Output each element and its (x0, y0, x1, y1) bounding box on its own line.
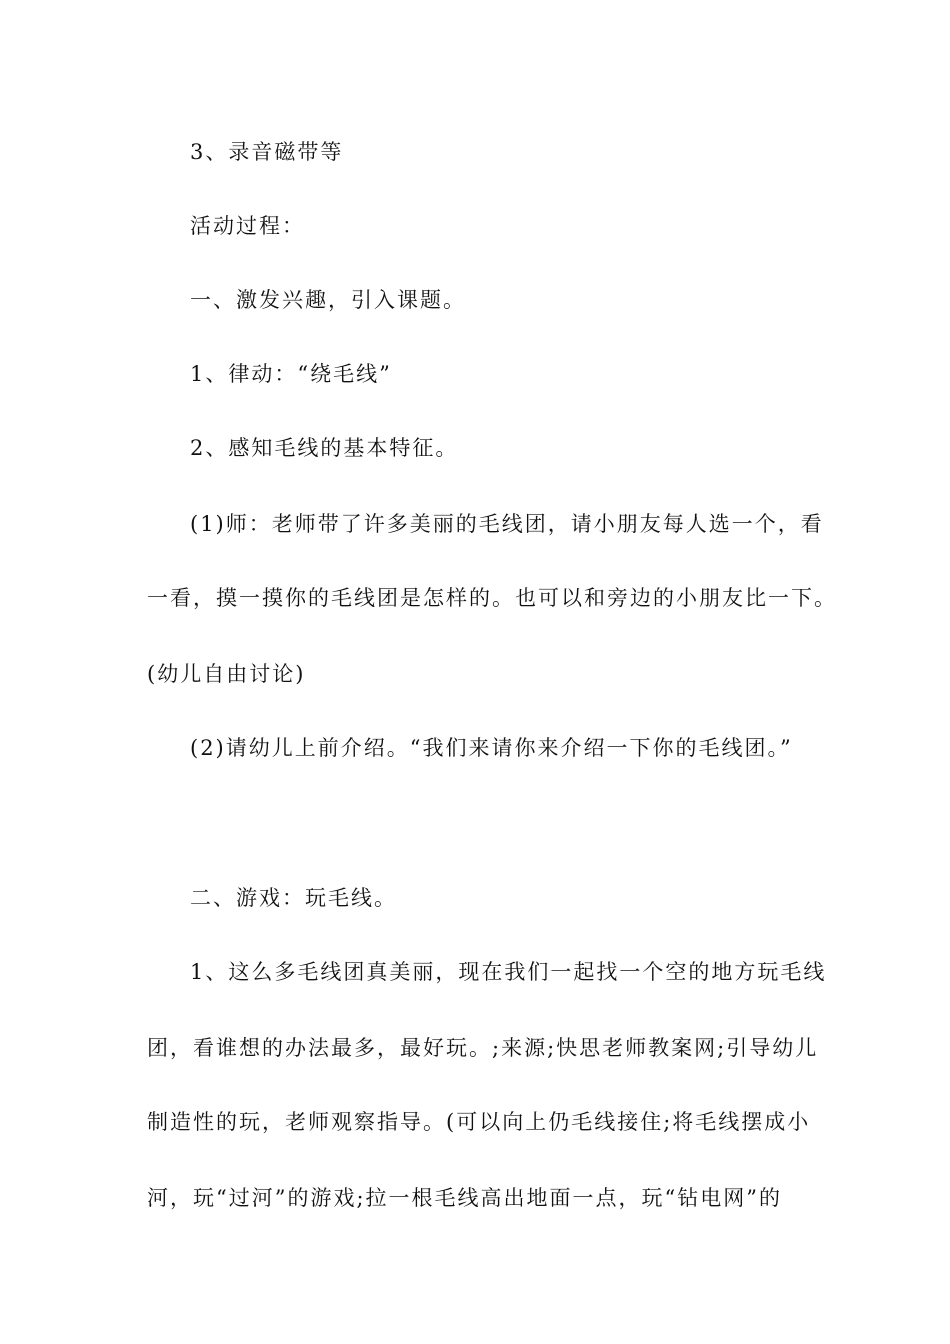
step-1-rhythm: 1、律动：“绕毛线” (190, 362, 392, 386)
paragraph-line: 河，玩“过河”的游戏;拉一根毛线高出地面一点，玩“钻电网”的 (147, 1186, 783, 1210)
step-2-perceive: 2、感知毛线的基本特征。 (190, 436, 459, 460)
paragraph-line: (幼儿自由讨论) (147, 662, 306, 686)
activity-process-heading: 活动过程： (190, 214, 305, 238)
materials-item-3: 3、录音磁带等 (190, 140, 344, 164)
paragraph-line: 制造性的玩，老师观察指导。(可以向上仍毛线接住;将毛线摆成小 (147, 1110, 811, 1134)
paragraph-line: (1)师：老师带了许多美丽的毛线团，请小朋友每人选一个，看 (190, 512, 824, 536)
paragraph-line: (2)请幼儿上前介绍。“我们来请你来介绍一下你的毛线团。” (190, 736, 793, 760)
section-one-heading: 一、激发兴趣，引入课题。 (190, 288, 466, 312)
paragraph-line: 1、这么多毛线团真美丽，现在我们一起找一个空的地方玩毛线 (190, 960, 827, 984)
paragraph-line: 团，看谁想的办法最多，最好玩。;来源;快思老师教案网;引导幼儿 (147, 1036, 819, 1060)
paragraph-line: 一看，摸一摸你的毛线团是怎样的。也可以和旁边的小朋友比一下。 (147, 586, 837, 610)
section-two-heading: 二、游戏：玩毛线。 (190, 886, 397, 910)
